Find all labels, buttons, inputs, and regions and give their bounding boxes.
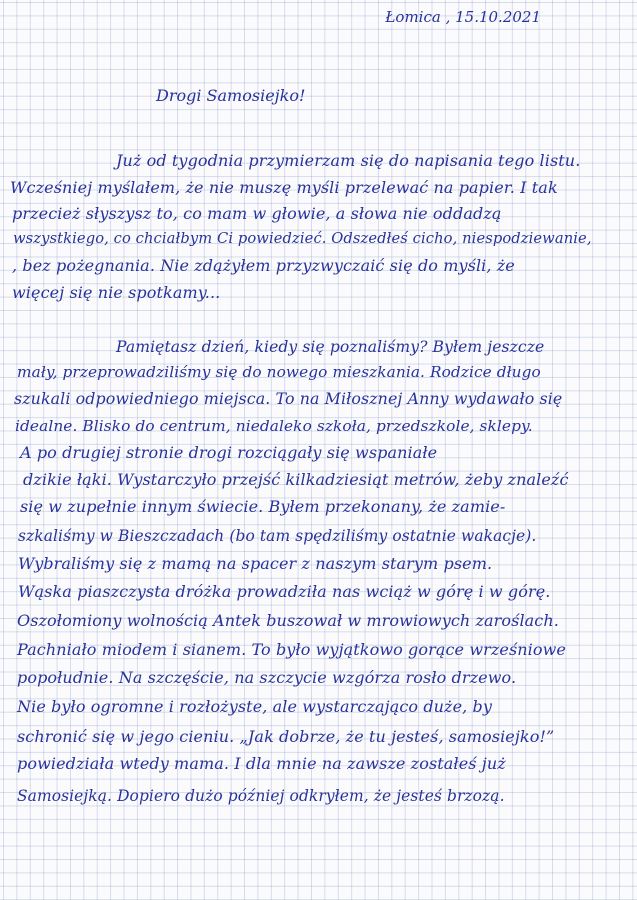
letter-line: Wybraliśmy się z mamą na spacer z naszym starym psem. bbox=[18, 554, 493, 573]
letter-line: szkaliśmy w Bieszczadach (bo tam spędziliśmy ostatnie wakacje). bbox=[18, 527, 537, 545]
letter-line: dzikie łąki. Wystarczyło przejść kilkadziesiąt metrów, żeby znaleźć bbox=[23, 470, 569, 489]
letter-line: mały, przeprowadziliśmy się do nowego mieszkania. Rodzice długo bbox=[17, 363, 541, 381]
letter-line: Samosiejką. Dopiero dużo później odkryłem, że jesteś brzozą. bbox=[17, 787, 505, 805]
letter-line: popołudnie. Na szczęście, na szczycie wzgórza rosło drzewo. bbox=[17, 668, 517, 687]
letter-line: się w zupełnie innym świecie. Byłem przekonany, że zamie- bbox=[20, 497, 506, 516]
letter-line: szukali odpowiedniego miejsca. To na Miłosznej Anny wydawało się bbox=[14, 389, 563, 408]
letter-line: Pamiętasz dzień, kiedy się poznaliśmy? Byłem jeszcze bbox=[116, 338, 545, 356]
letter-line: powiedziała wtedy mama. I dla mnie na zawsze zostałeś już bbox=[17, 754, 506, 773]
letter-line: , bez pożegnania. Nie zdążyłem przyzwyczaić się do myśli, że bbox=[12, 256, 515, 275]
letter-line: więcej się nie spotkamy... bbox=[12, 283, 221, 302]
letter-line: Już od tygodnia przymierzam się do napisania tego listu. bbox=[116, 151, 581, 170]
letter-line: Wąska piaszczysta dróżka prowadziła nas wciąż w górę i w górę. bbox=[18, 582, 551, 601]
letter-line: A po drugiej stronie drogi rozciągały się wspaniałe bbox=[20, 443, 438, 462]
letter-greeting: Drogi Samosiejko! bbox=[156, 86, 306, 105]
letter-line: Oszołomiony wolnością Antek buszował w mrowiowych zaroślach. bbox=[17, 611, 559, 630]
letter-line: schronić się w jego cieniu. „Jak dobrze, że tu jesteś, samosiejko!” bbox=[17, 727, 555, 746]
letter-line: przecież słyszysz to, co mam w głowie, a słowa nie oddadzą bbox=[12, 204, 502, 223]
letter-line: wszystkiego, co chciałbym Ci powiedzieć. Odszedłeś cicho, niespodziewanie, bbox=[13, 230, 592, 247]
letter-line: idealne. Blisko do centrum, niedaleko szkoła, przedszkole, sklepy. bbox=[15, 417, 533, 435]
letter-date: Łomica , 15.10.2021 bbox=[385, 8, 541, 26]
letter-line: Wcześniej myślałem, że nie muszę myśli przelewać na papier. I tak bbox=[10, 178, 558, 197]
letter-line: Pachniało miodem i sianem. To było wyjątkowo gorące wrześniowe bbox=[17, 640, 566, 659]
letter-line: Nie było ogromne i rozłożyste, ale wystarczająco duże, by bbox=[17, 697, 493, 716]
